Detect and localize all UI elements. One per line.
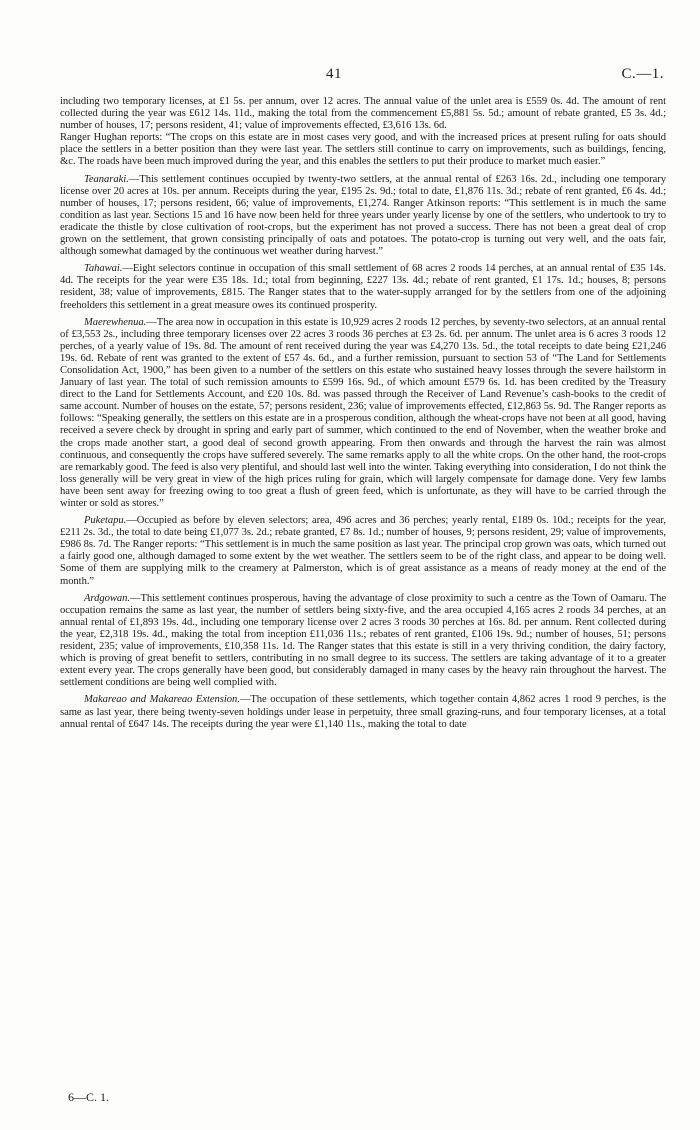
settlement-heading: Maerewhenua. xyxy=(84,316,147,328)
settlement-heading: Ardgowan. xyxy=(84,592,130,604)
report-body xyxy=(60,96,666,736)
settlement-heading: Tahawai. xyxy=(84,263,123,275)
paragraph-puketapu xyxy=(60,515,666,588)
paragraph-text: —The area now in occupation in this estate is 10,929 acres 2 roods 12 perches, by seventy-two selectors, at an annual rental of £3,553 2s., including three temporary licenses over 22 acres 3 roods 36 perches at £3 2s. 6d. per annum. The unlet area is 6 acres 3 roods 12 perches, of a yearly value of 19s. 8d. The amount of rent received during the year was £4,270 13s. 5d., the total receipts to date being £21,246 19s. 6d. Rebate of rent was granted to the extent of £57 4s. 6d., and a further remission, pursuant to section 53 of “The Land for Settlements Consolidation Act, 1900,” has been given to a number of the settlers on this estate who sustained heavy losses through the severe hailstorm in January of last year. The total of such remission amounts to £599 16s. 9d., of which amount £579 6s. 1d. has been credited by the Treasury direct to the Land for Settlements Account, and £20 10s. 8d. was passed through the Receiver of Land Revenue’s cash-books to the credit of same account. Number of houses on the estate, 57; persons resident, 236; value of improvements effected, £12,863 5s. 9d. The Ranger reports as follows: “Speaking generally, the settlers on this estate are in a prosperous condition, although the wheat-crops have not been at all good, having received a severe check by drought in spring and early part of summer, which continued to the end of November, when the weather broke and the crops made another start, a good deal of second growth appearing. From then onwards and through the harvest the rain was almost continuous, and consequently the crops have suffered severely. The same remarks apply to all the white crops. On the other hand, the root-crops are remarkably good. The feed is also very plentiful, and should last well into the winter. Taking everything into consideration, I do not think the loss generally will be very great in view of the high prices ruling for grain, which will largely compensate for damage done. Very few lambs have been sent away for freezing owing to too great a flush of green feed, which is unfortunate, as they will have to be carried through the winter or sold as stores.” xyxy=(60,316,666,509)
paragraph-text: Ranger Hughan reports: “The crops on this estate are in most cases very good, and with the increased prices at present ruling for oats should place the settlers in a better position than they were last year. The settlers still continue to carry on improvements, such as buildings, fencing, &c. The roads have been much improved during the year, and this enables the settlers to put their produce to market much easier.” xyxy=(60,132,666,168)
page-number: 41 xyxy=(326,66,342,82)
settlement-heading: Makareao and Makareao Extension. xyxy=(84,694,240,706)
footer-signature-code: 6—C. 1. xyxy=(68,1090,110,1104)
paragraph-text: including two temporary licenses, at £1 5s. per annum, over 12 acres. The annual value of the unlet area is £559 0s. 4d. The amount of rent collected during the year was £612 14s. 11d., making the total from the commencement £5,881 5s. 5d.; amount of rebate granted, £5 3s. 4d.; number of houses, 17; persons resident, 41; value of improvements effected, £3,616 13s. 6d. xyxy=(60,96,666,132)
paragraph-continuation xyxy=(60,96,666,132)
paragraph-ardgowan xyxy=(60,593,666,690)
document-code: C.—1. xyxy=(621,66,664,82)
paragraph-text: —This settlement continues occupied by twenty-two settlers, at the annual rental of £263 16s. 2d., including one temporary license over 20 acres at 10s. per annum. Receipts during the year, £195 2s. 9d.; total to date, £1,876 11s. 3d.; rebate of rent granted, £6 4s. 4d.; number of houses, 17; persons resident, 66; value of improvements, £1,274. Ranger Atkinson reports: “This settlement is in much the same condition as last year. Sections 15 and 16 have now been held for three years under yearly license by one of the settlers, who undertook to try to eradicate the thistle by close cultivation of root-crops, but the experiment has not proved a success. There has not been a great deal of crop grown on the settlement, that grown consisting principally of oats and potatoes. The potato-crop is turning out very well, and the oats fair, although somewhat damaged by the continuous wet weather during harvest.” xyxy=(60,173,666,258)
paragraph-teanaraki xyxy=(60,174,666,259)
paragraph-text: —Occupied as before by eleven selectors; area, 496 acres and 36 perches; yearly rental, £189 0s. 10d.; receipts for the year, £211 2s. 3d., the total to date being £1,077 3s. 2d.; rebate granted, £7 8s. 1d.; number of houses, 9; persons resident, 29; value of improvements, £986 8s. 7d. The Ranger reports: “This settlement is in much the same position as last year. The principal crop grown was oats, which turned out a fairly good one, although damaged to some extent by the wet weather. The settlers seem to be of the right class, and appear to be doing well. Some of them are supplying milk to the creamery at Palmerston, which is of great assistance as a means of ready money at the end of the month.” xyxy=(60,515,666,587)
paragraph-text: —This settlement continues prosperous, having the advantage of close proximity to such a centre as the Town of Oamaru. The occupation remains the same as last year, the number of settlers being sixty-five, and the area occupied 4,165 acres 2 roods 34 perches, at an annual rental of £1,893 19s. 4d., including one temporary license over 2 acres 3 roods 30 perches at 16s. 8d. per annum. Rent collected during the year, £2,318 19s. 4d., making the total from inception £11,036 11s.; rebates of rent granted, £106 19s. 9d.; number of houses, 51; persons resident, 235; value of improvements, £10,358 11s. 1d. The Ranger states that this estate is still in a very thriving condition, the dairy factory, which is proving of great benefit to settlers, contributing in no small degree to its success. The settlers are taking advantage of it to a greater extent every year. The crops generally have been good, but considerably damaged in many cases by the heavy rain throughout the harvest. The settlement conditions are being well complied with. xyxy=(60,592,666,689)
settlement-heading: Puketapu. xyxy=(84,515,127,527)
paragraph-text: —The occupation of these settlements, which together contain 4,862 acres 1 rood 9 perches, is the same as last year, there being twenty-seven holdings under lease in perpetuity, three small grazing-runs, and four temporary licenses, at a total annual rental of £647 14s. The receipts during the year were £1,140 11s., making the total to date xyxy=(60,694,666,730)
paragraph-makareao xyxy=(60,694,666,730)
paragraph-ranger-hughan xyxy=(60,132,666,168)
paragraph-tahawai xyxy=(60,263,666,311)
paragraph-text: —Eight selectors continue in occupation of this small settlement of 68 acres 2 roods 14 perches, at an annual rental of £35 14s. 4d. The receipts for the year were £35 18s. 1d.; total from beginning, £227 13s. 4d.; rebate of rent granted, £1 17s. 1d.; houses, 8; persons resident, 38; value of improvements, £815. The Ranger states that to the water-supply arranged for by the settlers from one of the adjoining freeholders this settlement in a great measure owes its continued prosperity. xyxy=(60,263,666,311)
settlement-heading: Teanaraki. xyxy=(84,173,129,185)
paragraph-maerewhenua xyxy=(60,317,666,511)
